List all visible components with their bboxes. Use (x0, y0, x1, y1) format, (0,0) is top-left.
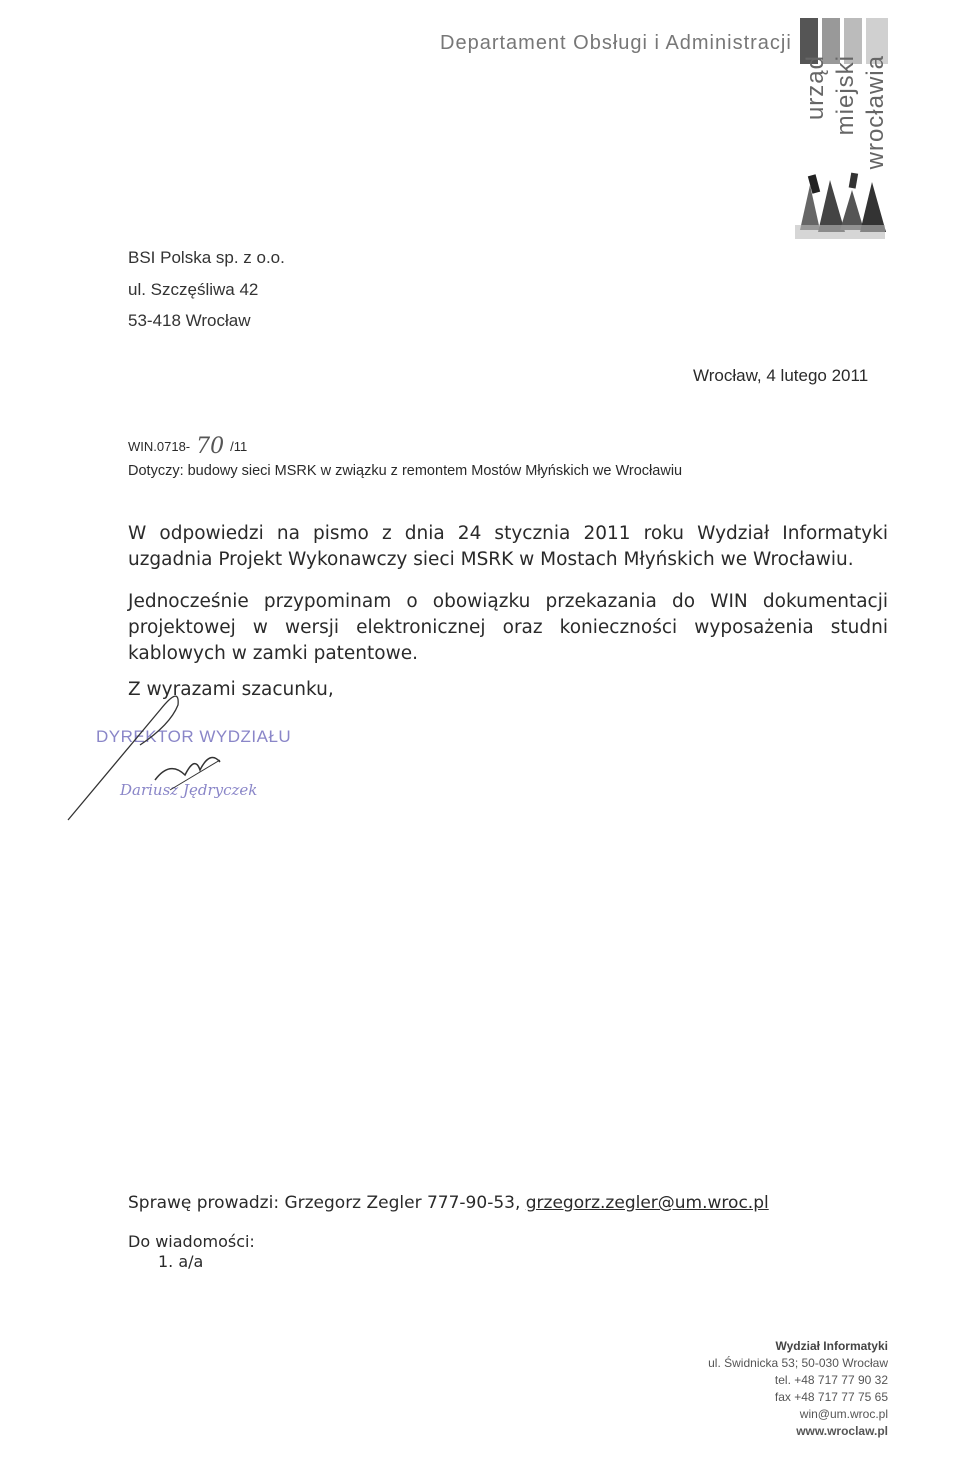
stamp-name: Dariusz Jędryczek (120, 781, 258, 799)
subject-line: Dotyczy: budowy sieci MSRK w związku z remontem Mostów Młyńskich we Wrocławiu (128, 463, 683, 479)
case-handler-email-link[interactable]: grzegorz.zegler@um.wroc.pl (525, 1193, 769, 1213)
distribution-label: Do wiadomości: (128, 1232, 255, 1251)
recipient-city: 53-418 Wrocław (128, 311, 251, 330)
logo-line-1: urząd (802, 55, 829, 121)
letter-date: Wrocław, 4 lutego 2011 (693, 366, 869, 385)
contact-address: ul. Świdnicka 53; 50-030 Wrocław (708, 1356, 888, 1370)
body-paragraph-2: Jednocześnie przypominam o obowiązku przekazania do WIN dokumentacji projektowej w wersji elektronicznej oraz konieczności wyposażenia studni kablowych w zamki patentowe. (128, 591, 888, 664)
contact-block (708, 1338, 888, 1440)
reference-suffix: /11 (230, 439, 248, 454)
logo-line-3: wrocławia (862, 55, 889, 170)
logo-emblem (790, 170, 890, 245)
case-handler-label: Sprawę prowadzi: Grzegorz Zegler 777-90-53, (128, 1193, 526, 1213)
logo-line-2: miejski (832, 55, 859, 136)
contact-tel: tel. +48 717 77 90 32 (774, 1373, 888, 1387)
reference-prefix: WIN.0718- (128, 439, 191, 454)
contact-email[interactable]: win@um.wroc.pl (799, 1407, 888, 1421)
department-name: Departament Obsługi i Administracji (440, 32, 792, 54)
reference-handwritten-number: 70 (196, 434, 225, 459)
recipient-street: ul. Szczęśliwa 42 (128, 280, 259, 299)
closing: Z wyrazami szacunku, (128, 679, 334, 700)
contact-fax: fax +48 717 77 75 65 (774, 1390, 888, 1404)
stamp-title: DYREKTOR WYDZIAŁU (96, 727, 292, 746)
case-handler (128, 1193, 769, 1213)
signature (60, 680, 320, 830)
distribution-item: 1. a/a (158, 1252, 204, 1271)
logo-text (802, 55, 892, 170)
body-paragraph-1: W odpowiedzi na pismo z dnia 24 stycznia 2011 roku Wydział Informatyki uzgadnia Projekt Wykonawczy sieci MSRK w Mostach Młyńskich we Wrocławiu. (128, 523, 888, 570)
contact-unit: Wydział Informatyki (775, 1339, 888, 1353)
recipient-name: BSI Polska sp. z o.o. (128, 248, 285, 267)
contact-website[interactable]: www.wroclaw.pl (796, 1424, 888, 1438)
reference-number (128, 432, 247, 457)
